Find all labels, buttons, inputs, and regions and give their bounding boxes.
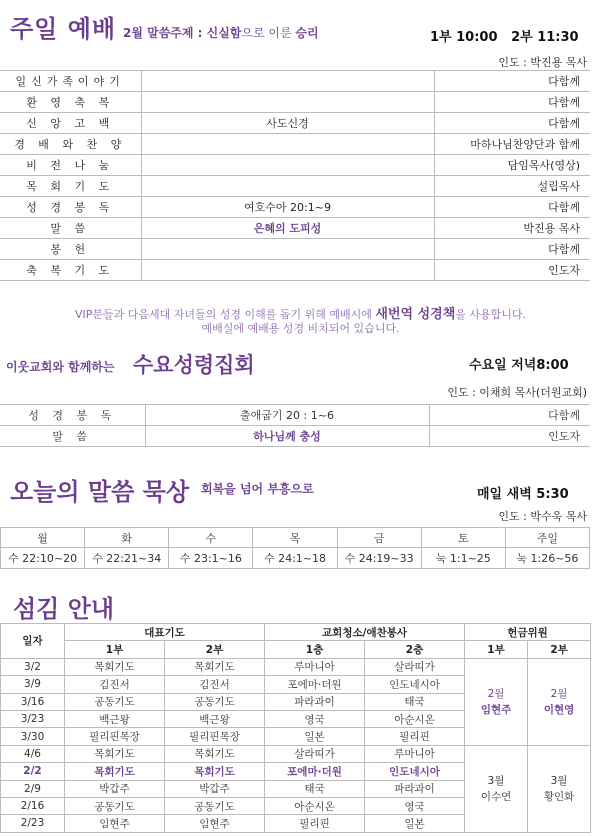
order-by: 박진용 목사 bbox=[434, 218, 590, 239]
order-item: 비 전 나 눔 bbox=[0, 155, 141, 176]
wednesday-time: 수요일 저녁8:00 bbox=[469, 358, 569, 373]
order-content: 은혜의 도피성 bbox=[141, 218, 434, 239]
offering-name: 이수연 bbox=[480, 790, 512, 803]
offering-name: 임현주 bbox=[480, 703, 512, 716]
daily-title: 오늘의 말씀 묵상 bbox=[10, 478, 189, 506]
order-item: 말 씀 bbox=[0, 218, 141, 239]
wed-row bbox=[0, 426, 590, 447]
order-row bbox=[0, 239, 590, 260]
order-by: 인도자 bbox=[434, 260, 590, 281]
day-reading: 눅 1:26~56 bbox=[505, 548, 589, 569]
order-content bbox=[141, 260, 434, 281]
schedule-p1: 목회기도 bbox=[65, 658, 165, 675]
wed-item: 성 경 봉 독 bbox=[0, 405, 145, 426]
header-prayer-1: 1부 bbox=[65, 641, 165, 658]
schedule-f2: 살라띠가 bbox=[365, 658, 465, 675]
sunday-theme bbox=[123, 24, 319, 41]
order-row bbox=[0, 218, 590, 239]
sunday-order-table bbox=[0, 70, 590, 281]
order-row bbox=[0, 134, 590, 155]
schedule-f2: 아순시온 bbox=[365, 710, 465, 727]
wednesday-order-table bbox=[0, 404, 590, 447]
wed-by: 인도자 bbox=[429, 426, 590, 447]
notice-bold: 새번역 성경책 bbox=[375, 307, 456, 322]
day-reading: 눅 1:1~25 bbox=[421, 548, 505, 569]
header-offering: 헌금위원 bbox=[465, 624, 591, 641]
schedule-f2: 인도네시아 bbox=[365, 763, 465, 780]
schedule-p2: 공동기도 bbox=[165, 797, 265, 814]
notice-post: 을 사용합니다. bbox=[455, 308, 527, 321]
daily-leader: 인도 : 박수욱 목사 bbox=[498, 510, 587, 523]
offering-month: 2월 bbox=[487, 687, 505, 700]
schedule-p1: 공동기도 bbox=[65, 693, 165, 710]
schedule-p2: 목회기도 bbox=[165, 658, 265, 675]
schedule-f1: 살라띠가 bbox=[265, 745, 365, 762]
day-header: 월 bbox=[1, 528, 85, 548]
header-prayer-2: 2부 bbox=[165, 641, 265, 658]
schedule-f2: 일본 bbox=[365, 815, 465, 832]
schedule-p1: 목회기도 bbox=[65, 763, 165, 780]
offering-month: 2월 bbox=[550, 687, 568, 700]
schedule-f1: 태국 bbox=[265, 780, 365, 797]
schedule-p2: 목회기도 bbox=[165, 745, 265, 762]
order-row bbox=[0, 260, 590, 281]
schedule-p2: 목회기도 bbox=[165, 763, 265, 780]
schedule-f2: 태국 bbox=[365, 693, 465, 710]
wednesday-pre: 이웃교회와 함께하는 bbox=[6, 360, 115, 374]
offering-name: 이현영 bbox=[543, 703, 575, 716]
header-cleaning: 교회청소/애찬봉사 bbox=[265, 624, 465, 641]
day-header: 목 bbox=[253, 528, 337, 548]
schedule-f1: 영국 bbox=[265, 710, 365, 727]
schedule-p1: 목회기도 bbox=[65, 745, 165, 762]
order-item: 환 영 축 복 bbox=[0, 92, 141, 113]
schedule-date: 2/23 bbox=[1, 815, 65, 832]
offering-2 bbox=[528, 658, 591, 745]
schedule-p2: 박갑주 bbox=[165, 780, 265, 797]
offering-2 bbox=[528, 745, 591, 832]
wednesday-title: 수요성령집회 bbox=[133, 353, 255, 377]
order-by: 설립목사 bbox=[434, 176, 590, 197]
order-item: 신 앙 고 백 bbox=[0, 113, 141, 134]
order-content: 사도신경 bbox=[141, 113, 434, 134]
schedule-f1: 포에마·더원 bbox=[265, 763, 365, 780]
order-row bbox=[0, 113, 590, 134]
order-row bbox=[0, 71, 590, 92]
wednesday-leader: 인도 : 이채희 목사(더원교회) bbox=[447, 386, 587, 399]
order-content bbox=[141, 71, 434, 92]
order-by: 다함께 bbox=[434, 113, 590, 134]
day-reading: 수 24:1~18 bbox=[253, 548, 337, 569]
schedule-p1: 김진서 bbox=[65, 676, 165, 693]
order-row bbox=[0, 176, 590, 197]
offering-month: 3월 bbox=[550, 774, 568, 787]
order-content bbox=[141, 134, 434, 155]
schedule-p1: 백근왕 bbox=[65, 710, 165, 727]
schedule-date: 3/2 bbox=[1, 658, 65, 675]
schedule-p2: 김진서 bbox=[165, 676, 265, 693]
day-reading: 수 23:1~16 bbox=[169, 548, 253, 569]
offering-name: 황인화 bbox=[543, 790, 575, 803]
schedule-date: 3/30 bbox=[1, 728, 65, 745]
header-date: 일자 bbox=[1, 624, 65, 659]
day-reading: 수 22:10~20 bbox=[1, 548, 85, 569]
schedule-date: 2/9 bbox=[1, 780, 65, 797]
schedule-p2: 백근왕 bbox=[165, 710, 265, 727]
header-floor-2: 2층 bbox=[365, 641, 465, 658]
header-floor-1: 1층 bbox=[265, 641, 365, 658]
schedule-f2: 루마니아 bbox=[365, 745, 465, 762]
offering-month: 3월 bbox=[487, 774, 505, 787]
schedule-f2: 인도네시아 bbox=[365, 676, 465, 693]
offering-1 bbox=[465, 745, 528, 832]
schedule-date: 3/23 bbox=[1, 710, 65, 727]
offering-1 bbox=[465, 658, 528, 745]
schedule-p2: 임현주 bbox=[165, 815, 265, 832]
day-reading: 수 22:21~34 bbox=[85, 548, 169, 569]
order-content bbox=[141, 92, 434, 113]
wed-content: 출애굽기 20 : 1~6 bbox=[145, 405, 429, 426]
schedule-f1: 필리핀 bbox=[265, 815, 365, 832]
daily-subtitle: 회복을 넘어 부흥으로 bbox=[201, 482, 314, 496]
daily-time: 매일 새벽 5:30 bbox=[477, 487, 569, 502]
sunday-title: 주일 예배 bbox=[10, 15, 117, 43]
schedule-date: 2/2 bbox=[1, 763, 65, 780]
day-header: 화 bbox=[85, 528, 169, 548]
schedule-p1: 임현주 bbox=[65, 815, 165, 832]
schedule-date: 3/9 bbox=[1, 676, 65, 693]
schedule-f1: 일본 bbox=[265, 728, 365, 745]
wed-row bbox=[0, 405, 590, 426]
schedule-p1: 필리핀목장 bbox=[65, 728, 165, 745]
theme-prefix: 2월 말씀주제 : 신실함 bbox=[123, 26, 242, 40]
schedule-f2: 파라과이 bbox=[365, 780, 465, 797]
order-item: 목 회 기 도 bbox=[0, 176, 141, 197]
schedule-date: 3/16 bbox=[1, 693, 65, 710]
order-item: 성 경 봉 독 bbox=[0, 197, 141, 218]
order-by: 담임목사(영상) bbox=[434, 155, 590, 176]
order-item: 경 배 와 찬 양 bbox=[0, 134, 141, 155]
day-header: 수 bbox=[169, 528, 253, 548]
order-item: 일신가족이야기 bbox=[0, 71, 141, 92]
schedule-f1: 포에마·더원 bbox=[265, 676, 365, 693]
daily-reading-table bbox=[0, 527, 590, 569]
header-prayer: 대표기도 bbox=[65, 624, 265, 641]
wed-item: 말 씀 bbox=[0, 426, 145, 447]
schedule-p1: 공동기도 bbox=[65, 797, 165, 814]
schedule-row bbox=[1, 745, 591, 762]
sunday-times: 1부 10:00 2부 11:30 bbox=[430, 30, 579, 45]
theme-suffix: 승리 bbox=[295, 26, 319, 40]
order-by: 마하나님찬양단과 함께 bbox=[434, 134, 590, 155]
order-content bbox=[141, 155, 434, 176]
schedule-p1: 박갑주 bbox=[65, 780, 165, 797]
schedule-date: 2/16 bbox=[1, 797, 65, 814]
day-header: 주일 bbox=[505, 528, 589, 548]
schedule-f1: 아순시온 bbox=[265, 797, 365, 814]
order-by: 다함께 bbox=[434, 239, 590, 260]
order-row bbox=[0, 155, 590, 176]
schedule-f1: 파라과이 bbox=[265, 693, 365, 710]
order-item: 축 복 기 도 bbox=[0, 260, 141, 281]
wed-by: 다함께 bbox=[429, 405, 590, 426]
serving-table bbox=[0, 623, 591, 833]
theme-mid: 으로 이룬 bbox=[241, 26, 296, 40]
notice-line-2: 예배실에 예배용 성경 비치되어 있습니다. bbox=[201, 322, 400, 335]
order-item: 봉 헌 bbox=[0, 239, 141, 260]
day-header: 토 bbox=[421, 528, 505, 548]
schedule-f2: 필리핀 bbox=[365, 728, 465, 745]
schedule-f2: 영국 bbox=[365, 797, 465, 814]
order-by: 다함께 bbox=[434, 197, 590, 218]
schedule-p2: 필리핀목장 bbox=[165, 728, 265, 745]
header-offering-1: 1부 bbox=[465, 641, 528, 658]
order-content bbox=[141, 239, 434, 260]
order-row bbox=[0, 92, 590, 113]
schedule-date: 4/6 bbox=[1, 745, 65, 762]
order-content bbox=[141, 176, 434, 197]
schedule-row bbox=[1, 658, 591, 675]
header-offering-2: 2부 bbox=[528, 641, 591, 658]
order-by: 다함께 bbox=[434, 71, 590, 92]
wed-content: 하나님께 충성 bbox=[145, 426, 429, 447]
sunday-leader: 인도 : 박진용 목사 bbox=[498, 56, 587, 69]
notice-pre: VIP분들과 다음세대 자녀들의 성경 이해를 돕기 위해 예배시에 bbox=[74, 308, 376, 321]
day-reading: 수 24:19~33 bbox=[337, 548, 421, 569]
schedule-f1: 루마니아 bbox=[265, 658, 365, 675]
schedule-p2: 공동기도 bbox=[165, 693, 265, 710]
day-header: 금 bbox=[337, 528, 421, 548]
order-by: 다함께 bbox=[434, 92, 590, 113]
order-row bbox=[0, 197, 590, 218]
serving-title: 섬김 안내 bbox=[13, 595, 115, 623]
order-content: 여호수아 20:1~9 bbox=[141, 197, 434, 218]
